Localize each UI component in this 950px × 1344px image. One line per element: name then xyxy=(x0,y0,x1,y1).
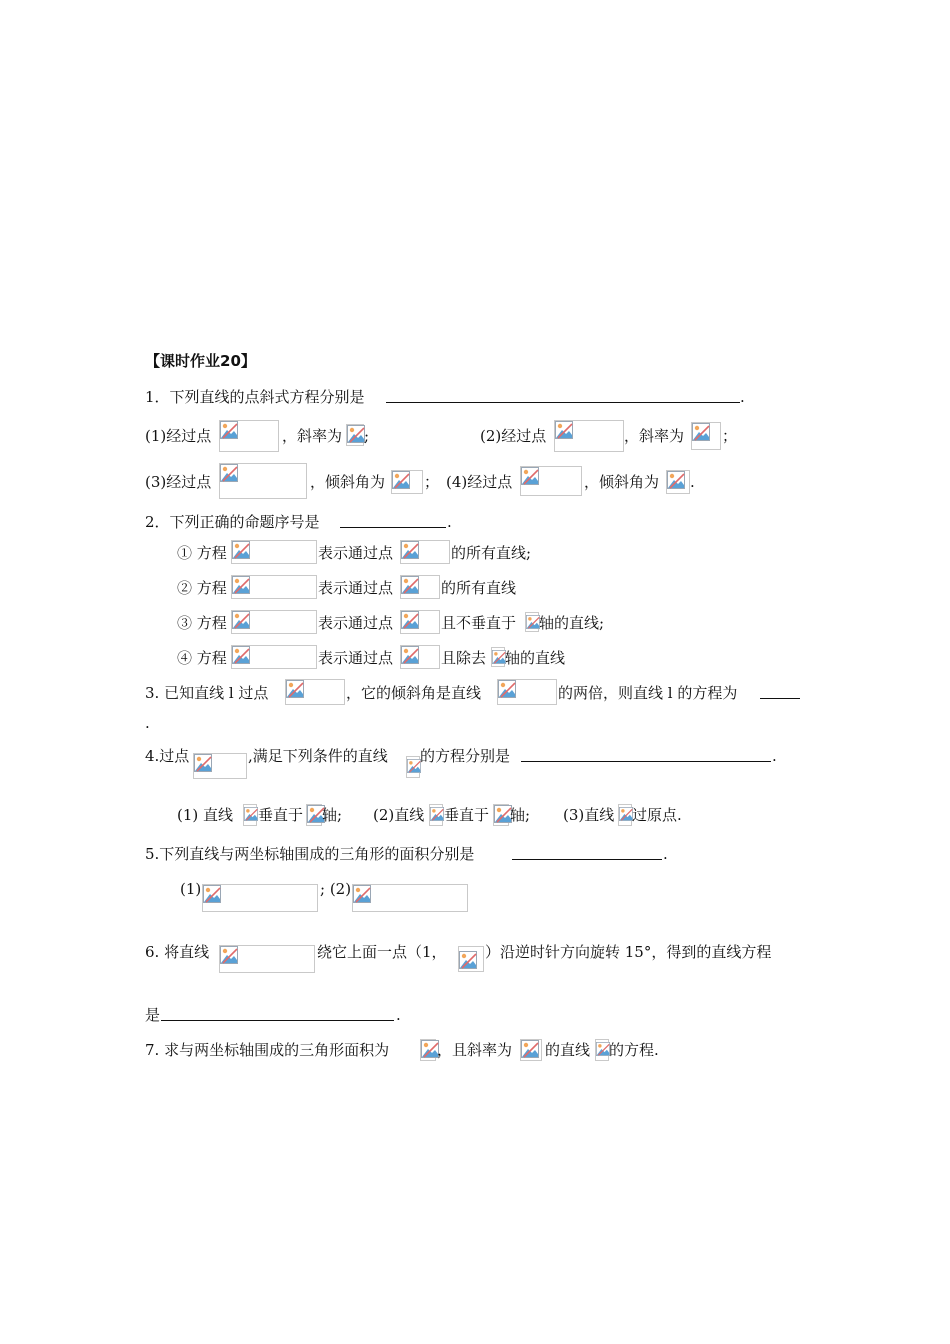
formula-image-icon xyxy=(231,575,317,599)
q2-option4-text: 表示通过点 xyxy=(318,649,394,667)
q4-sub2-text2: 垂直于 xyxy=(444,806,490,824)
q6-text-d: 是 xyxy=(145,1006,161,1024)
q4-text-b: ,满足下列条件的直线 xyxy=(248,747,388,765)
formula-image-icon xyxy=(400,540,450,564)
formula-image-icon xyxy=(400,575,440,599)
formula-image-icon xyxy=(346,424,364,446)
q6-answer-blank xyxy=(161,1020,394,1021)
q3-answer-blank xyxy=(760,698,800,699)
q2-option3-text: 表示通过点 xyxy=(318,614,394,632)
q5-part1-label: (1) xyxy=(180,880,202,898)
q2-option4-text2: 且除去 xyxy=(441,649,487,667)
q4-answer-blank xyxy=(521,761,771,762)
q5-answer-blank xyxy=(512,859,662,860)
q4-sub1-text2: 垂直于 xyxy=(258,806,304,824)
formula-image-icon xyxy=(231,610,317,634)
formula-image-icon xyxy=(491,647,505,667)
q2-option3-text2: 且不垂直于 xyxy=(441,614,517,632)
formula-image-icon xyxy=(493,804,509,826)
q1-lead: 1．下列直线的点斜式方程分别是 xyxy=(145,388,365,406)
formula-image-icon xyxy=(520,466,582,496)
q3-text-c: 的两倍，则直线 l 的方程为 xyxy=(558,684,738,702)
formula-image-icon xyxy=(497,679,557,705)
q1-end: . xyxy=(740,388,745,406)
q6-end: . xyxy=(396,1006,401,1024)
q1-item1-label: (1)经过点 xyxy=(145,427,212,445)
formula-image-icon xyxy=(219,945,315,973)
formula-image-icon xyxy=(306,804,322,826)
q2-option3-label: ③ 方程 xyxy=(177,614,227,632)
q2-option2-end: 的所有直线 xyxy=(441,579,517,597)
q1-item3-angle: ，倾斜角为 xyxy=(310,473,386,491)
q2-end: . xyxy=(447,513,452,531)
formula-image-icon xyxy=(219,420,279,452)
q1-item4-angle: ，倾斜角为 xyxy=(584,473,660,491)
formula-image-icon xyxy=(231,645,317,669)
q1-item4-end: . xyxy=(690,473,695,491)
formula-image-icon xyxy=(352,884,468,912)
formula-image-icon xyxy=(595,1039,609,1061)
q2-option2-label: ② 方程 xyxy=(177,579,227,597)
q1-item1-slope: ，斜率为 xyxy=(282,427,343,445)
q1-item2-label: (2)经过点 xyxy=(480,427,547,445)
q4-sub1-end: 轴; xyxy=(322,806,343,824)
formula-image-icon xyxy=(520,1039,542,1061)
formula-image-icon xyxy=(219,463,307,499)
formula-image-icon xyxy=(391,470,423,494)
formula-image-icon xyxy=(400,610,440,634)
q1-item2-slope: ，斜率为 xyxy=(624,427,685,445)
page-title: 【课时作业20】 xyxy=(145,352,256,370)
q3-text-a: 3. 已知直线 l 过点 xyxy=(145,684,269,702)
q1-item2-end: ； xyxy=(722,427,738,445)
q1-item3-label: (3)经过点 xyxy=(145,473,212,491)
formula-image-icon xyxy=(420,1039,436,1061)
formula-image-icon xyxy=(400,645,440,669)
q4-text-c: 的方程分别是 xyxy=(420,747,511,765)
q1-item1-end: ; xyxy=(364,427,370,445)
q2-option1-text: 表示通过点 xyxy=(318,544,394,562)
formula-image-icon xyxy=(429,804,443,826)
formula-image-icon xyxy=(618,804,632,826)
q4-end: . xyxy=(772,747,777,765)
q5-end: . xyxy=(663,845,668,863)
q5-lead: 5.下列直线与两坐标轴围成的三角形的面积分别是 xyxy=(145,845,475,863)
formula-image-icon xyxy=(231,540,317,564)
q7-text-b: ，且斜率为 xyxy=(437,1041,513,1059)
q4-sub3-text: (3)直线 xyxy=(563,806,615,824)
q6-text-c: ）沿逆时针方向旋转 15°，得到的直线方程 xyxy=(485,943,772,961)
formula-image-icon xyxy=(554,420,624,452)
q7-text-a: 7. 求与两坐标轴围成的三角形面积为 xyxy=(145,1041,390,1059)
q2-option1-label: ① 方程 xyxy=(177,544,227,562)
q3-end: . xyxy=(145,714,150,732)
q4-text-a: 4.过点 xyxy=(145,747,190,765)
formula-image-icon xyxy=(202,884,318,912)
q2-answer-blank xyxy=(340,527,446,528)
q1-item4-label: (4)经过点 xyxy=(446,473,513,491)
formula-image-icon xyxy=(406,756,420,778)
q2-option1-end: 的所有直线; xyxy=(451,544,532,562)
formula-image-icon xyxy=(243,804,257,826)
q6-text-a: 6. 将直线 xyxy=(145,943,210,961)
q2-option2-text: 表示通过点 xyxy=(318,579,394,597)
q5-part2-label: ; (2) xyxy=(320,880,352,898)
q1-answer-blank xyxy=(386,402,740,403)
q2-option4-end: 轴的直线 xyxy=(505,649,566,667)
q2-lead: 2．下列正确的命题序号是 xyxy=(145,513,320,531)
q7-text-d: 的方程. xyxy=(609,1041,659,1059)
formula-image-icon xyxy=(525,612,539,632)
formula-image-icon xyxy=(193,753,247,779)
q6-text-b: 绕它上面一点（1， xyxy=(317,943,447,961)
q4-sub3-end: 过原点. xyxy=(632,806,682,824)
q3-text-b: ，它的倾斜角是直线 xyxy=(346,684,482,702)
q4-sub2-end: 轴; xyxy=(510,806,531,824)
q7-text-c: 的直线 xyxy=(545,1041,591,1059)
q1-item3-end: ； xyxy=(424,473,440,491)
q2-option4-label: ④ 方程 xyxy=(177,649,227,667)
formula-image-icon xyxy=(458,946,484,972)
formula-image-icon xyxy=(666,470,690,494)
formula-image-icon xyxy=(691,422,721,450)
formula-image-icon xyxy=(285,679,345,705)
q4-sub1-text: (1) 直线 xyxy=(177,806,234,824)
q4-sub2-text: (2)直线 xyxy=(373,806,425,824)
q2-option3-end: 轴的直线; xyxy=(539,614,605,632)
